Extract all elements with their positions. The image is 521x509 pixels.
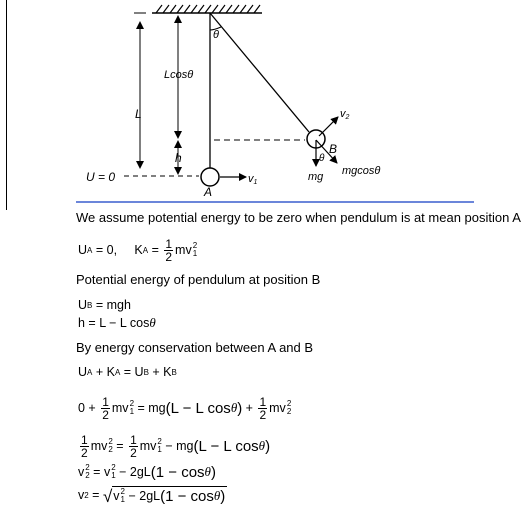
- equation-3: h = L − L cos θ: [78, 315, 156, 330]
- equation-5: 0 + $\frac{1}{2}$ mv 2 1 = mg (L − L cos θ ) + $\frac{1}{2}$ mv 2 2: [78, 394, 292, 422]
- text-line-1: We assume potential energy to be zero when pendulum is at mean position A: [76, 210, 521, 225]
- B-label: B: [329, 142, 338, 156]
- string-inclined: [210, 13, 309, 132]
- equation-2: U B = mgh: [78, 298, 131, 312]
- theta-top-label: θ: [213, 29, 219, 41]
- pendulum-diagram: [0, 0, 474, 210]
- text-line-2: Potential energy of pendulum at position B: [76, 272, 321, 287]
- equation-4: U A + K A = U B + K B: [78, 365, 177, 379]
- v2-label: v2: [340, 108, 350, 121]
- mg-label: mg: [308, 171, 324, 183]
- text-line-3: By energy conservation between A and B: [76, 340, 314, 355]
- A-label: A: [204, 185, 213, 199]
- U0-label: U = 0: [86, 170, 116, 184]
- equation-8: v 2 = √ v 2 1 − 2gL (1 − cos θ ): [78, 486, 226, 506]
- mgcos-label: mgcosθ: [342, 165, 381, 177]
- equation-7: v 2 2 = v 2 1 − 2gL (1 − cos θ ): [78, 463, 216, 481]
- v1-label: v1: [248, 173, 258, 186]
- theta-B-label: θ: [319, 153, 325, 164]
- equation-6: $\frac{1}{2}$ mv 2 2 = $\frac{1}{2}$ mv 2 1 − mg (L − L cos θ ): [81, 432, 271, 460]
- v2-arrow: [319, 117, 338, 136]
- Lcos-label: Lcosθ: [164, 69, 194, 81]
- bob-A: [201, 168, 219, 186]
- L-label: L: [135, 107, 142, 121]
- equation-1: U A = 0, K A = $\frac{1}{2}$ mv 2 1: [78, 236, 198, 264]
- ceiling: [152, 5, 262, 13]
- square-root: √ v 2 1 − 2gL (1 − cos θ ): [102, 486, 226, 506]
- h-label: h: [175, 151, 182, 165]
